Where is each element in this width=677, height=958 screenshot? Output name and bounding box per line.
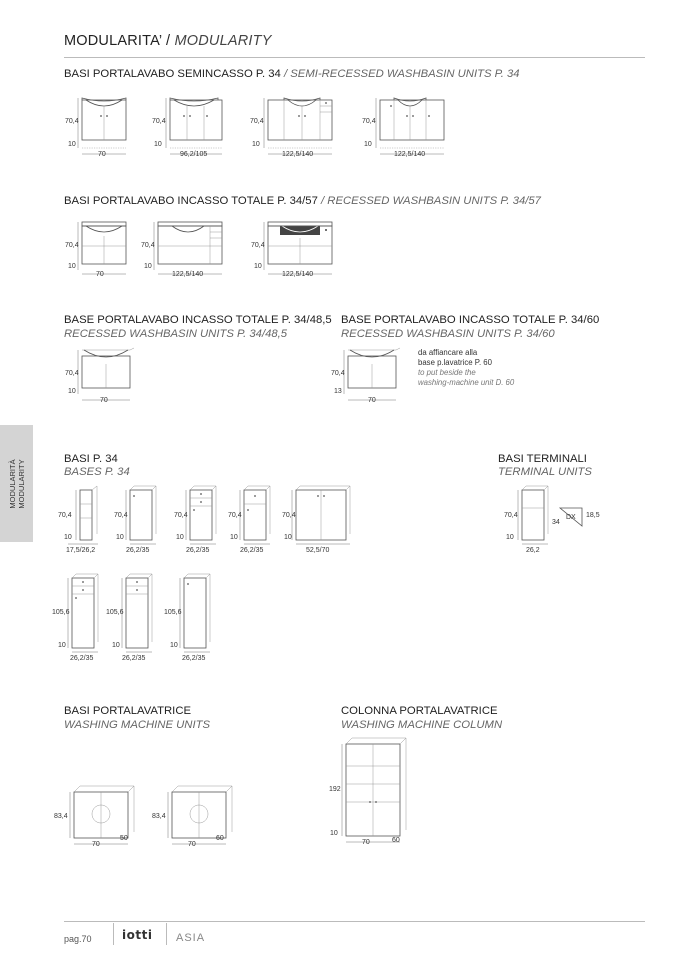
washer-unit-60-drawing [152,780,242,854]
depth-line [172,786,232,792]
dim-plinth-label: 10 [64,534,72,541]
cabinet-body [80,490,92,540]
dim-width-label: 26,2/35 [182,655,206,662]
dim-plinth-label: 10 [68,141,76,148]
section-washer-title: BASI PORTALAVATRICE [64,705,192,717]
dim-width-label: 70 [188,841,196,848]
knob [406,115,408,117]
dim-height-label: 70,4 [65,242,79,249]
knob [375,801,377,803]
collection-name: ASIA [176,932,206,944]
knob [317,495,319,497]
depth-line [126,574,152,578]
dim-plinth-label: 10 [154,141,162,148]
page-title-en: MODULARITY [174,33,272,49]
top-outline [82,348,134,350]
section-rec60-title: BASE PORTALAVABO INCASSO TOTALE P. 34/60 [341,314,600,326]
dim-height-label: 70,4 [251,242,265,249]
section-washer-subtitle: WASHING MACHINE UNITS [64,719,211,731]
brand-logo: iotti [122,928,153,942]
dim-width-label: 122,5/140 [282,151,314,158]
dim-width-label: 26,2/35 [70,655,94,662]
recessed-unit-70-drawing [64,216,144,280]
knob [193,509,195,511]
knob [254,495,256,497]
page-title [64,33,272,49]
cabinet-body [244,490,266,540]
dim-depth-label: 50 [120,835,128,842]
base-262-b-drawing [172,484,222,556]
dim-height-label: 70,4 [141,242,155,249]
footer-rule [64,921,645,922]
recessed-unit-122b-drawing [250,216,350,280]
tall-base-b-drawing [106,572,162,664]
section-column-subtitle: WASHING MACHINE COLUMN [341,719,503,731]
depth-line [184,574,210,578]
knob [100,115,102,117]
note-line-4: washing-machine unit D. 60 [418,378,515,387]
note-line-1: da affiancare alla [418,348,478,357]
tall-base-c-drawing [164,572,220,664]
rec60-note [418,348,514,388]
knob [82,589,84,591]
dim-plinth-label: 10 [284,534,292,541]
depth-line [296,486,350,490]
washer-unit-50-drawing [54,780,144,854]
dim-height-label: 70,4 [504,512,518,519]
dim-plinth-label: 10 [68,388,76,395]
section-bases-subtitle: BASES P. 34 [64,466,130,478]
dim-height-label: 70,4 [362,118,376,125]
dim-width-label: 26,2 [526,547,540,554]
dim-width-label: 70 [362,839,370,846]
semi-unit-96-drawing [152,88,232,160]
base-narrow-drawing [52,484,110,556]
knob [75,597,77,599]
dim-width-label: 122,5/140 [394,151,426,158]
dim-plinth-label: 10 [330,830,338,837]
tall-base-a-drawing [52,572,108,664]
dim-height-label: 70,4 [65,118,79,125]
dim-width-label: 122,5/140 [172,271,204,278]
rec60-unit-drawing [330,344,420,406]
dim-width-label: 26,2/35 [126,547,150,554]
side-tab-line2: MODULARITY [16,458,26,509]
knob [200,501,202,503]
dim-plinth-label: 10 [144,263,152,270]
section-semi-title-it: BASI PORTALAVABO SEMINCASSO P. 34 [64,68,281,80]
knob [247,509,249,511]
base-262-c-drawing [226,484,276,556]
section-semi-title-en: / SEMI-RECESSED WASHBASIN UNITS P. 34 [280,68,520,80]
dim-plinth-label: 10 [176,534,184,541]
basin-bowl [172,226,204,232]
depth-line [244,486,270,490]
cabinet-body [126,578,148,648]
dim-height-label: 70,4 [152,118,166,125]
top-slab [82,222,126,226]
dim-width-label: 26,2/35 [240,547,264,554]
dim-height-label: 70,4 [174,512,188,519]
top-slab [268,222,332,226]
section-terminal-subtitle: TERMINAL UNITS [498,466,592,478]
dim-plinth-label: 13 [334,388,342,395]
depth-line [72,574,98,578]
section-terminal-title: BASI TERMINALI [498,453,587,465]
depth-line [92,486,97,490]
section-column-title: COLONNA PORTALAVATRICE [341,705,498,717]
top-slab [158,222,222,226]
dim-depth-label: 60 [216,835,224,842]
side-tab [0,425,33,542]
section-recessed-title-en: / RECESSED WASHBASIN UNITS P. 34/57 [317,195,541,207]
dim-height-label: 105,6 [106,609,124,616]
rec485-unit-drawing [64,344,154,406]
dim-dx-label: DX [566,514,576,521]
knob [106,115,108,117]
section-rec60-subtitle: RECESSED WASHBASIN UNITS P. 34/60 [341,328,555,340]
dim-depth-label: 60 [392,837,400,844]
depth-line [190,486,216,490]
base-525-drawing [282,484,362,556]
section-rec485-title: BASE PORTALAVABO INCASSO TOTALE P. 34/48,5 [64,314,332,326]
top-outline [348,348,400,350]
dim-width-label: 96,2/105 [180,151,208,158]
dim-width-label: 17,5/26,2 [66,547,96,554]
dim-plinth-label: 10 [364,141,372,148]
basin-outline [284,98,320,101]
knob [189,115,191,117]
basin-outline [82,98,126,101]
dim-width-label: 52,5/70 [306,547,330,554]
dim-width-label: 70 [96,271,104,278]
footer-divider [113,923,114,945]
dim-plinth-label: 10 [116,534,124,541]
note-line-3: to put beside the [418,368,476,377]
knob [136,589,138,591]
dim-width-label: 122,5/140 [282,271,314,278]
semi-unit-122-drawing [250,88,350,160]
cabinet-body [72,578,94,648]
page-number: pag.70 [64,934,92,944]
footer-divider [166,923,167,945]
knob [206,115,208,117]
dim-plinth-label: 10 [112,642,120,649]
dim-height-label: 105,6 [164,609,182,616]
side-tab-line1: MODULARITÀ [7,458,17,509]
page-title-it: MODULARITA’ / [64,33,171,49]
knob [133,495,135,497]
dim-width-label: 70 [100,397,108,404]
depth-line [130,486,156,490]
cabinet-body [522,490,544,540]
dim-plinth-label: 10 [254,263,262,270]
knob [412,115,414,117]
depth-line [74,786,134,792]
basin-dark [280,226,320,235]
dim-height-label: 83,4 [152,813,166,820]
header-rule [64,57,645,58]
dim-depth-label: 34 [552,519,560,526]
dim-plinth-label: 10 [506,534,514,541]
knob [82,581,84,583]
cabinet-body [130,490,152,540]
section-rec485-subtitle: RECESSED WASHBASIN UNITS P. 34/48,5 [64,328,288,340]
knob [323,495,325,497]
semi-unit-70-drawing [64,88,144,160]
knob [183,115,185,117]
dim-width-label: 26,2/35 [122,655,146,662]
dim-height-label: 70,4 [331,370,345,377]
cabinet-body [184,578,206,648]
cabinet-body [190,490,212,540]
base-262-a-drawing [112,484,162,556]
dim-plinth-label: 10 [230,534,238,541]
dim-height-label: 70,4 [282,512,296,519]
dim-height-label: 105,6 [52,609,70,616]
dim-height-label: 70,4 [58,512,72,519]
dim-plinth-label: 10 [252,141,260,148]
semi-unit-122b-drawing [362,88,462,160]
knob [325,229,327,231]
recessed-unit-122-drawing [140,216,240,280]
knob [325,102,327,104]
section-recessed-title [64,195,541,207]
dim-height-label: 83,4 [54,813,68,820]
knob [187,583,189,585]
section-recessed-title-it: BASI PORTALAVABO INCASSO TOTALE P. 34/57 [64,195,318,207]
dim-height-label: 70,4 [250,118,264,125]
dim-height-label: 70,4 [228,512,242,519]
knob [136,581,138,583]
terminal-unit-drawing [504,484,604,558]
knob [390,105,392,107]
basin-outline [170,98,218,101]
note-line-2: base p.lavatrice P. 60 [418,358,492,367]
dim-width-label: 70 [368,397,376,404]
dim-plinth-label: 10 [170,642,178,649]
knob [428,115,430,117]
dim-height-label: 70,4 [65,370,79,377]
dim-width-label: 70 [98,151,106,158]
dim-width-label: 26,2/35 [186,547,210,554]
knob [200,493,202,495]
basin-bowl [86,226,122,232]
dim-plinth-label: 10 [58,642,66,649]
washer-column-drawing [326,736,416,854]
dim-width-label: 70 [92,841,100,848]
dim-side-label: 18,5 [586,512,600,519]
depth-line [522,486,548,490]
knob [298,115,300,117]
section-semi-title [64,68,520,80]
knob [369,801,371,803]
dim-plinth-label: 10 [68,263,76,270]
knob [304,115,306,117]
dim-height-label: 192 [329,786,341,793]
depth-line [346,738,406,744]
section-bases-title: BASI P. 34 [64,453,118,465]
dim-height-label: 70,4 [114,512,128,519]
